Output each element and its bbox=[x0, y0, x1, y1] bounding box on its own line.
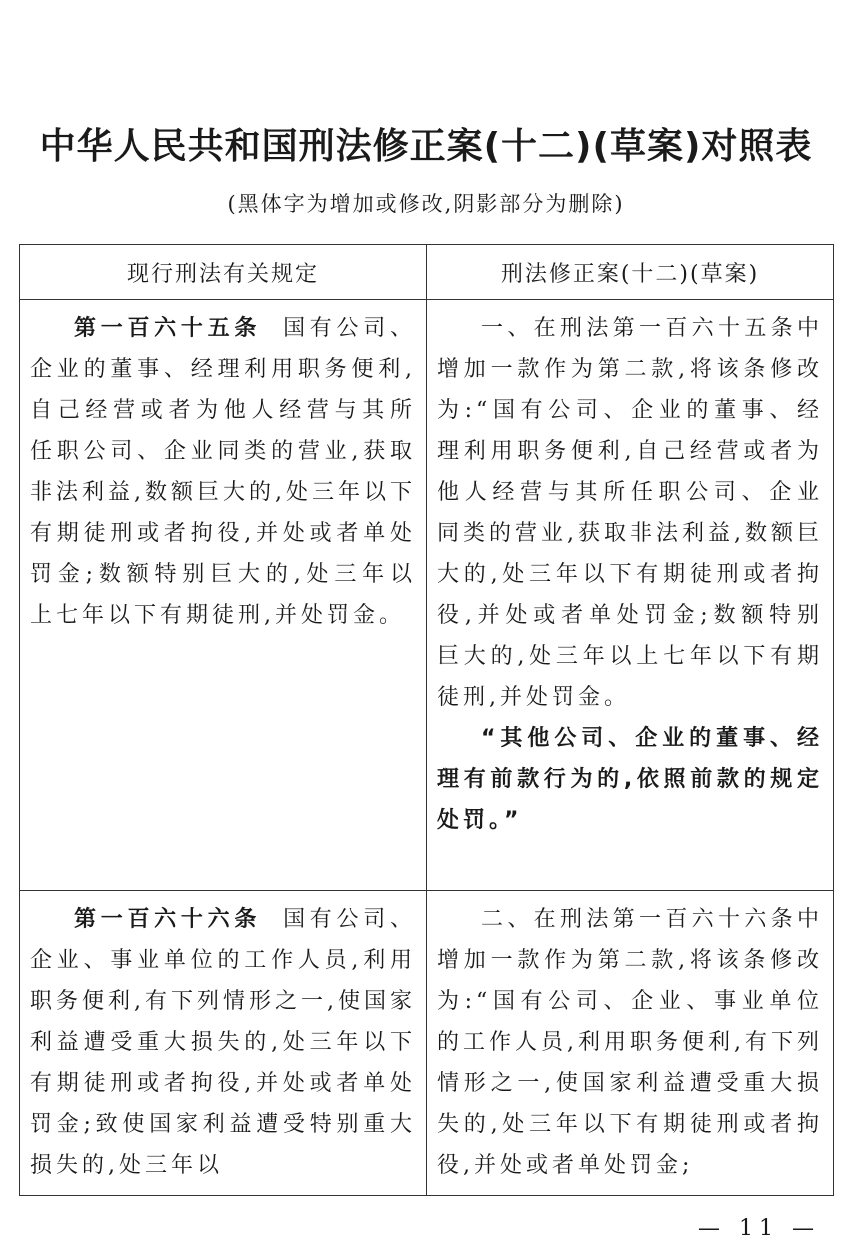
current-law-paragraph bbox=[30, 308, 416, 636]
amendment-paragraph: 二、在刑法第一百六十六条中增加一款作为第二款,将该条修改为:“国有公司、企业、事业单位的工作人员,利用职务便利,有下列情形之一,使国家利益遭受重大损失的,处三年以下有期徒刑或者拘役,并处或者单处罚金; bbox=[437, 907, 823, 1178]
page-number: — 11 — bbox=[698, 1216, 820, 1241]
amendment-cell bbox=[427, 300, 834, 891]
article-text: 国有公司、企业、事业单位的工作人员,利用职务便利,有下列情形之一,使国家利益遭受重大损失的,处三年以下有期徒刑或者拘役,并处或者单处罚金;致使国家利益遭受特别重大损失的,处三年以 bbox=[30, 907, 416, 1178]
article-number: 第一百六十五条 bbox=[74, 316, 262, 341]
current-law-paragraph bbox=[30, 899, 416, 1186]
header-current-law: 现行刑法有关规定 bbox=[20, 245, 427, 300]
table-row bbox=[20, 891, 834, 1196]
article-text: 国有公司、企业的董事、经理利用职务便利,自己经营或者为他人经营与其所任职公司、企业同类的营业,获取非法利益,数额巨大的,处三年以下有期徒刑或者拘役,并处或者单处罚金;数额特别巨大的,处三年以上七年以下有期徒刑,并处罚金。 bbox=[30, 316, 416, 628]
amendment-added-paragraph: “其他公司、企业的董事、经理有前款行为的,依照前款的规定处罚。” bbox=[437, 726, 823, 833]
comparison-table bbox=[19, 244, 834, 1196]
header-amendment-draft: 刑法修正案(十二)(草案) bbox=[427, 245, 834, 300]
page-title: 中华人民共和国刑法修正案(十二)(草案)对照表 bbox=[39, 126, 813, 167]
amendment-cell bbox=[427, 891, 834, 1196]
table-row bbox=[20, 300, 834, 891]
table-header-row bbox=[20, 245, 834, 300]
amendment-paragraph: 一、在刑法第一百六十五条中增加一款作为第二款,将该条修改为:“国有公司、企业的董事、经理利用职务便利,自己经营或者为他人经营与其所任职公司、企业同类的营业,获取非法利益,数额巨大的,处三年以下有期徒刑或者拘役,并处或者单处罚金;数额特别巨大的,处三年以上七年以下有期徒刑,并处罚金。 bbox=[437, 316, 823, 710]
article-number: 第一百六十六条 bbox=[74, 907, 262, 932]
current-law-cell bbox=[20, 300, 427, 891]
current-law-cell bbox=[20, 891, 427, 1196]
page-subtitle: (黑体字为增加或修改,阴影部分为删除) bbox=[227, 192, 625, 216]
